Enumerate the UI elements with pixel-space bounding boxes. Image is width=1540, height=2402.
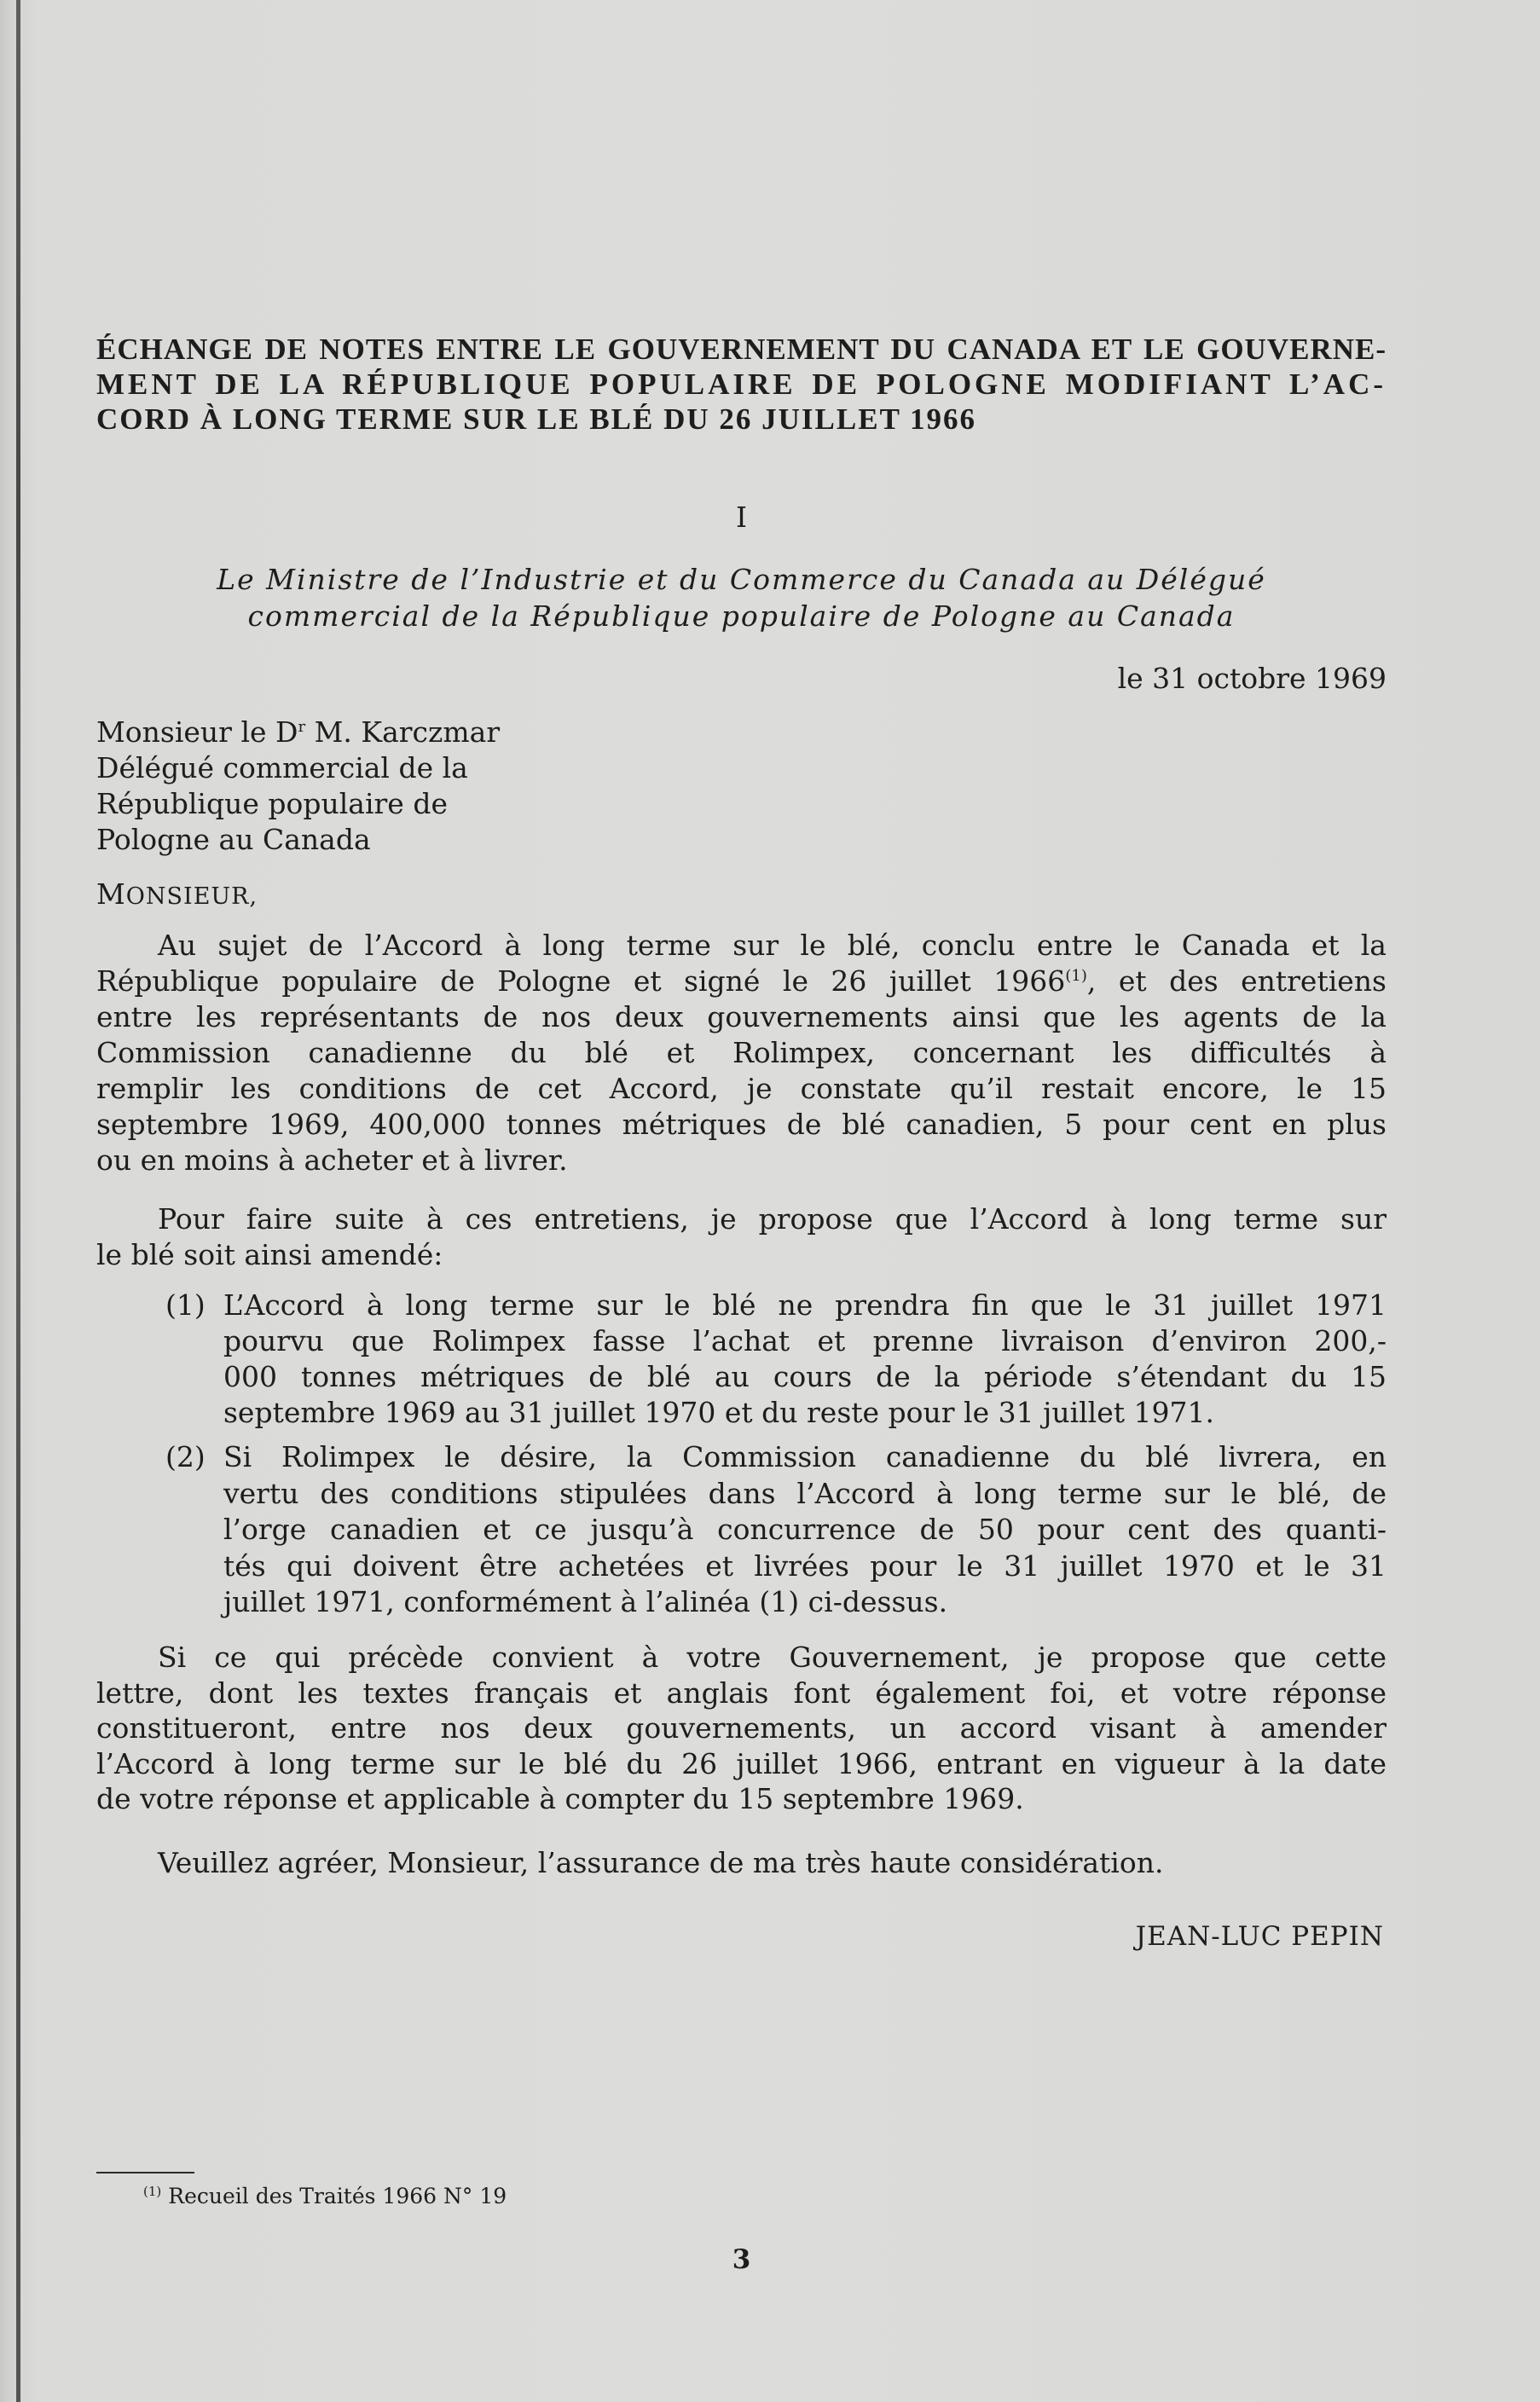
amendment-text bbox=[223, 1439, 1387, 1621]
paragraph-1-line-text: , et des entretiens bbox=[1086, 964, 1387, 998]
title-line: MENT DE LA RÉPUBLIQUE POPULAIRE DE POLOGNE MODIFIANT L’AC- bbox=[96, 368, 1387, 401]
paragraph-2 bbox=[96, 1201, 1387, 1273]
amendment-item-1 bbox=[96, 1288, 1387, 1431]
amendment-line: l’orge canadien et ce jusqu’à concurrence de 50 pour cent des quanti- bbox=[223, 1513, 1387, 1546]
signature: JEAN-LUC PEPIN bbox=[1135, 1921, 1384, 1952]
paragraph-3-line: constitueront, entre nos deux gouvernements, un accord visant à amender bbox=[96, 1711, 1387, 1745]
title-line: CORD À LONG TERME SUR LE BLÉ DU 26 JUILLET 1966 bbox=[96, 402, 977, 436]
amendment-line: 000 tonnes métriques de blé au cours de la période s’étendant du 15 bbox=[223, 1360, 1387, 1393]
footnote-marker: (1) bbox=[143, 2183, 162, 2199]
page-binding-edge bbox=[16, 0, 20, 2402]
paragraph-1 bbox=[96, 928, 1387, 1178]
paragraph-1-line: ou en moins à acheter et à livrer. bbox=[96, 1143, 568, 1177]
closing-line: Veuillez agréer, Monsieur, l’assurance de ma très haute considération. bbox=[158, 1846, 1164, 1879]
letter-heading bbox=[96, 561, 1387, 634]
paragraph-3-line: lettre, dont les textes français et anglais font également foi, et votre réponse bbox=[96, 1676, 1387, 1710]
title-line: ÉCHANGE DE NOTES ENTRE LE GOUVERNEMENT DU CANADA ET LE GOUVERNE- bbox=[96, 333, 1387, 366]
paragraph-1-line bbox=[96, 964, 1387, 999]
document-title bbox=[96, 332, 1387, 437]
paragraph-1-line: Commission canadienne du blé et Rolimpex, concernant les difficultés à bbox=[96, 1036, 1387, 1069]
amendment-item-2 bbox=[96, 1439, 1387, 1621]
page-number: 3 bbox=[732, 2244, 751, 2275]
paragraph-3-line: de votre réponse et applicable à compter du 15 septembre 1969. bbox=[96, 1782, 1024, 1815]
heading-line: Le Ministre de l’Industrie et du Commerce du Canada au Délégué bbox=[217, 563, 1266, 596]
addressee-line: Délégué commercial de la bbox=[96, 751, 468, 784]
addressee-name bbox=[96, 715, 1387, 750]
heading-line: commercial de la République populaire de Pologne au Canada bbox=[247, 599, 1236, 633]
amendment-text bbox=[223, 1288, 1387, 1431]
addressee-name-superscript: r bbox=[298, 718, 306, 736]
amendment-line: septembre 1969 au 31 juillet 1970 et du reste pour le 31 juillet 1971. bbox=[223, 1396, 1214, 1429]
closing-formula bbox=[96, 1845, 1387, 1881]
amendment-line: pourvu que Rolimpex fasse l’achat et prenne livraison d’environ 200,- bbox=[223, 1324, 1387, 1357]
amendment-line: tés qui doivent être achetées et livrées pour le 31 juillet 1970 et le 31 bbox=[223, 1548, 1387, 1583]
paragraph-1-line: septembre 1969, 400,000 tonnes métriques de blé canadien, 5 pour cent en plus bbox=[96, 1108, 1387, 1141]
footnote-separator bbox=[96, 2172, 194, 2173]
paragraph-3 bbox=[96, 1640, 1387, 1817]
paragraph-1-line-text: République populaire de Pologne et signé le 26 juillet 1966 bbox=[96, 964, 1066, 998]
footnote bbox=[143, 2183, 507, 2210]
addressee-line: Pologne au Canada bbox=[96, 823, 371, 856]
paragraph-1-line: remplir les conditions de cet Accord, je constate qu’il restait encore, le 15 bbox=[96, 1072, 1387, 1105]
footnote-reference: (1) bbox=[1065, 967, 1087, 985]
paragraph-1-line: entre les représentants de nos deux gouvernements ainsi que les agents de la bbox=[96, 1000, 1387, 1033]
footnote-text: Recueil des Traités 1966 N° 19 bbox=[168, 2184, 507, 2208]
paragraph-3-line: Si ce qui précède convient à votre Gouvernement, je propose que cette bbox=[158, 1641, 1387, 1674]
amendment-line: vertu des conditions stipulées dans l’Accord à long terme sur le blé, de bbox=[223, 1476, 1387, 1510]
amendment-line: juillet 1971, conformément à l’alinéa (1) ci-dessus. bbox=[223, 1585, 948, 1618]
addressee-line: République populaire de bbox=[96, 787, 448, 820]
paragraph-1-line: Au sujet de l’Accord à long terme sur le blé, conclu entre le Canada et la bbox=[158, 929, 1387, 962]
paragraph-3-line: l’Accord à long terme sur le blé du 26 juillet 1966, entrant en vigueur à la date bbox=[96, 1746, 1387, 1780]
salutation: MONSIEUR, bbox=[96, 877, 258, 911]
addressee-name-prefix: Monsieur le D bbox=[96, 715, 298, 749]
paragraph-2-line: le blé soit ainsi amendé: bbox=[96, 1238, 443, 1271]
amendment-number: (1) bbox=[165, 1288, 206, 1322]
letter-date: le 31 octobre 1969 bbox=[1117, 662, 1387, 695]
addressee-block bbox=[96, 715, 1387, 858]
paragraph-2-line: Pour faire suite à ces entretiens, je propose que l’Accord à long terme sur bbox=[158, 1202, 1387, 1236]
amendment-line: L’Accord à long terme sur le blé ne prendra fin que le 31 juillet 1971 bbox=[223, 1288, 1387, 1322]
amendment-line: Si Rolimpex le désire, la Commission canadienne du blé livrera, en bbox=[223, 1440, 1387, 1473]
amendment-number: (2) bbox=[165, 1440, 206, 1473]
section-number: I bbox=[735, 501, 748, 534]
addressee-name-suffix: M. Karczmar bbox=[305, 715, 501, 749]
